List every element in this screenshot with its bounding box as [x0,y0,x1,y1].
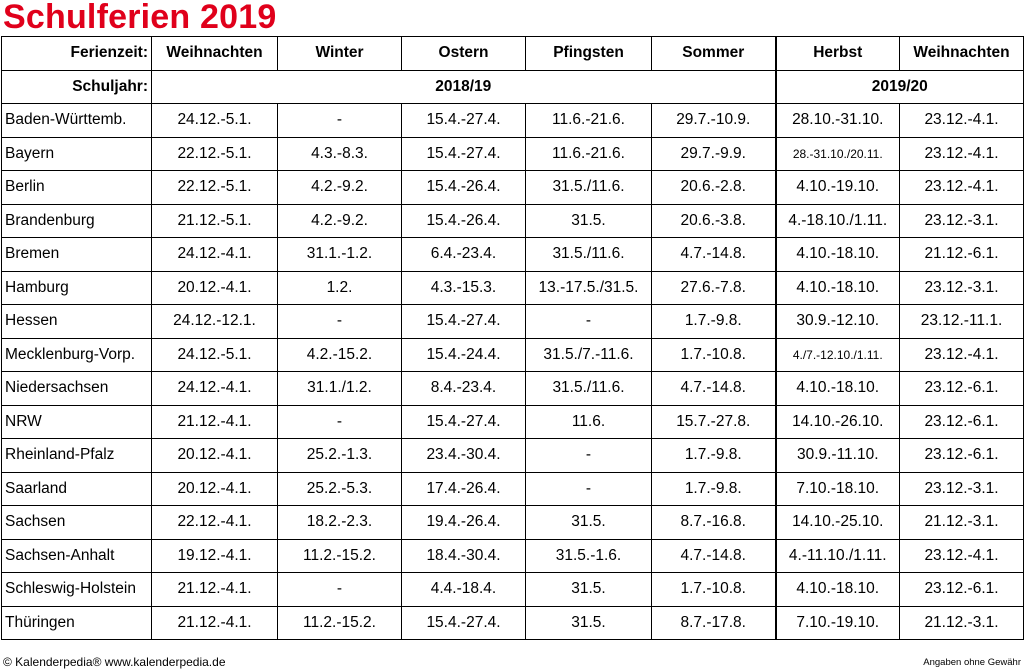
state-name: Niedersachsen [2,372,152,406]
column-header: Winter [278,37,402,71]
holiday-cell: 23.12.-6.1. [900,573,1024,607]
copyright-footer: © Kalenderpedia® www.kalenderpedia.de [3,655,226,669]
holiday-cell: 4.7.-14.8. [652,238,776,272]
holiday-cell: 20.12.-4.1. [152,271,278,305]
holiday-cell: 15.4.-27.4. [402,606,526,640]
holiday-cell: 21.12.-3.1. [900,506,1024,540]
holiday-cell: 4.10.-18.10. [776,271,900,305]
holiday-cell: 28.-31.10./20.11. [776,137,900,171]
holiday-cell: 4.4.-18.4. [402,573,526,607]
holiday-cell: 19.12.-4.1. [152,539,278,573]
holiday-table [1,36,1024,640]
holiday-cell: 4.2.-9.2. [278,171,402,205]
table-row [2,104,1024,138]
state-name: Hamburg [2,271,152,305]
table-row [2,171,1024,205]
holiday-cell: 20.6.-2.8. [652,171,776,205]
holiday-cell: 31.1.-1.2. [278,238,402,272]
schuljahr-2019-20: 2019/20 [776,70,1024,104]
holiday-cell: 23.12.-6.1. [900,372,1024,406]
table-row [2,405,1024,439]
schuljahr-label: Schuljahr: [2,70,152,104]
holiday-cell: 15.4.-27.4. [402,104,526,138]
state-name: Sachsen-Anhalt [2,539,152,573]
holiday-cell: 25.2.-5.3. [278,472,402,506]
holiday-cell: 4./7.-12.10./1.11. [776,338,900,372]
holiday-cell: 11.2.-15.2. [278,606,402,640]
holiday-cell: 20.6.-3.8. [652,204,776,238]
holiday-cell: 4.-11.10./1.11. [776,539,900,573]
schuljahr-2018-19: 2018/19 [152,70,776,104]
holiday-cell: 8.7.-17.8. [652,606,776,640]
holiday-cell: 1.7.-10.8. [652,573,776,607]
holiday-cell: 31.5./11.6. [526,171,652,205]
ferienzeit-label: Ferienzeit: [2,37,152,71]
holiday-cell: 1.7.-9.8. [652,472,776,506]
holiday-cell: 11.6. [526,405,652,439]
table-row [2,472,1024,506]
holiday-cell: 23.12.-4.1. [900,104,1024,138]
table-row [2,539,1024,573]
holiday-cell: 11.2.-15.2. [278,539,402,573]
holiday-cell: 30.9.-12.10. [776,305,900,339]
column-header: Weihnachten [152,37,278,71]
holiday-cell: 21.12.-4.1. [152,573,278,607]
holiday-cell: 23.12.-4.1. [900,338,1024,372]
table-row [2,271,1024,305]
state-name: Saarland [2,472,152,506]
disclaimer-footer: Angaben ohne Gewähr [923,657,1021,668]
header-row-schuljahr [2,70,1024,104]
holiday-cell: 14.10.-26.10. [776,405,900,439]
holiday-cell: - [526,305,652,339]
column-header: Pfingsten [526,37,652,71]
state-name: Bremen [2,238,152,272]
holiday-cell: 21.12.-4.1. [152,606,278,640]
table-row [2,204,1024,238]
state-name: Berlin [2,171,152,205]
holiday-cell: 15.4.-26.4. [402,171,526,205]
holiday-cell: 24.12.-5.1. [152,338,278,372]
holiday-cell: 31.5. [526,204,652,238]
state-name: Schleswig-Holstein [2,573,152,607]
state-name: Mecklenburg-Vorp. [2,338,152,372]
holiday-cell: 8.4.-23.4. [402,372,526,406]
holiday-cell: 23.12.-4.1. [900,137,1024,171]
holiday-cell: 15.7.-27.8. [652,405,776,439]
holiday-cell: 22.12.-4.1. [152,506,278,540]
holiday-cell: 15.4.-27.4. [402,405,526,439]
column-header: Ostern [402,37,526,71]
holiday-cell: 20.12.-4.1. [152,472,278,506]
holiday-cell: 4.10.-18.10. [776,372,900,406]
holiday-cell: 15.4.-27.4. [402,305,526,339]
holiday-cell: 31.5.-1.6. [526,539,652,573]
column-header: Sommer [652,37,776,71]
holiday-cell: 23.12.-6.1. [900,439,1024,473]
holiday-cell: - [526,439,652,473]
holiday-cell: 24.12.-4.1. [152,372,278,406]
holiday-cell: 14.10.-25.10. [776,506,900,540]
holiday-cell: 18.4.-30.4. [402,539,526,573]
holiday-cell: 31.5. [526,606,652,640]
holiday-cell: 23.4.-30.4. [402,439,526,473]
holiday-cell: - [278,305,402,339]
holiday-cell: 7.10.-18.10. [776,472,900,506]
holiday-cell: 4.3.-15.3. [402,271,526,305]
holiday-cell: 23.12.-3.1. [900,204,1024,238]
holiday-cell: 1.7.-9.8. [652,439,776,473]
holiday-cell: 4.10.-18.10. [776,573,900,607]
holiday-cell: 31.1./1.2. [278,372,402,406]
holiday-cell: 23.12.-6.1. [900,405,1024,439]
holiday-cell: - [278,405,402,439]
holiday-cell: 17.4.-26.4. [402,472,526,506]
table-row [2,506,1024,540]
holiday-cell: 21.12.-4.1. [152,405,278,439]
holiday-cell: 27.6.-7.8. [652,271,776,305]
holiday-cell: 31.5./7.-11.6. [526,338,652,372]
table-row [2,137,1024,171]
holiday-cell: 15.4.-24.4. [402,338,526,372]
holiday-cell: 4.7.-14.8. [652,539,776,573]
holiday-cell: 29.7.-10.9. [652,104,776,138]
state-name: Sachsen [2,506,152,540]
holiday-cell: 4.10.-19.10. [776,171,900,205]
table-row [2,372,1024,406]
holiday-cell: 15.4.-27.4. [402,137,526,171]
holiday-cell: 1.7.-9.8. [652,305,776,339]
table-row [2,305,1024,339]
holiday-cell: 28.10.-31.10. [776,104,900,138]
table-row [2,238,1024,272]
holiday-cell: 4.-18.10./1.11. [776,204,900,238]
state-name: Rheinland-Pfalz [2,439,152,473]
holiday-cell: 31.5. [526,573,652,607]
holiday-cell: 4.2.-9.2. [278,204,402,238]
holiday-cell: 22.12.-5.1. [152,137,278,171]
holiday-cell: 4.10.-18.10. [776,238,900,272]
holiday-cell: 24.12.-4.1. [152,238,278,272]
holiday-cell: 13.-17.5./31.5. [526,271,652,305]
holiday-cell: 11.6.-21.6. [526,137,652,171]
holiday-cell: 31.5./11.6. [526,238,652,272]
table-row [2,338,1024,372]
holiday-cell: - [278,104,402,138]
holiday-cell: 7.10.-19.10. [776,606,900,640]
table-row [2,439,1024,473]
state-name: Baden-Württemb. [2,104,152,138]
holiday-cell: 21.12.-5.1. [152,204,278,238]
state-name: Hessen [2,305,152,339]
header-row-ferienzeit [2,37,1024,71]
holiday-cell: 29.7.-9.9. [652,137,776,171]
state-name: Bayern [2,137,152,171]
holiday-cell: 4.3.-8.3. [278,137,402,171]
holiday-cell: 4.2.-15.2. [278,338,402,372]
holiday-cell: 23.12.-3.1. [900,271,1024,305]
holiday-cell: 11.6.-21.6. [526,104,652,138]
state-name: Thüringen [2,606,152,640]
holiday-cell: 4.7.-14.8. [652,372,776,406]
holiday-cell: 21.12.-6.1. [900,238,1024,272]
table-row [2,573,1024,607]
holiday-cell: 18.2.-2.3. [278,506,402,540]
holiday-cell: 15.4.-26.4. [402,204,526,238]
holiday-cell: 23.12.-4.1. [900,171,1024,205]
holiday-cell: 8.7.-16.8. [652,506,776,540]
holiday-cell: 24.12.-12.1. [152,305,278,339]
holiday-cell: 20.12.-4.1. [152,439,278,473]
holiday-cell: 19.4.-26.4. [402,506,526,540]
holiday-cell: 23.12.-11.1. [900,305,1024,339]
holiday-cell: 1.2. [278,271,402,305]
holiday-cell: - [526,472,652,506]
column-header: Weihnachten [900,37,1024,71]
holiday-cell: 21.12.-3.1. [900,606,1024,640]
holiday-cell: 1.7.-10.8. [652,338,776,372]
holiday-cell: 25.2.-1.3. [278,439,402,473]
state-name: Brandenburg [2,204,152,238]
holiday-cell: 23.12.-3.1. [900,472,1024,506]
table-row [2,606,1024,640]
holiday-cell: 24.12.-5.1. [152,104,278,138]
holiday-cell: - [278,573,402,607]
holiday-cell: 31.5./11.6. [526,372,652,406]
holiday-cell: 23.12.-4.1. [900,539,1024,573]
column-header: Herbst [776,37,900,71]
state-name: NRW [2,405,152,439]
holiday-cell: 22.12.-5.1. [152,171,278,205]
holiday-cell: 6.4.-23.4. [402,238,526,272]
page-title: Schulferien 2019 [3,0,277,36]
holiday-cell: 31.5. [526,506,652,540]
holiday-cell: 30.9.-11.10. [776,439,900,473]
